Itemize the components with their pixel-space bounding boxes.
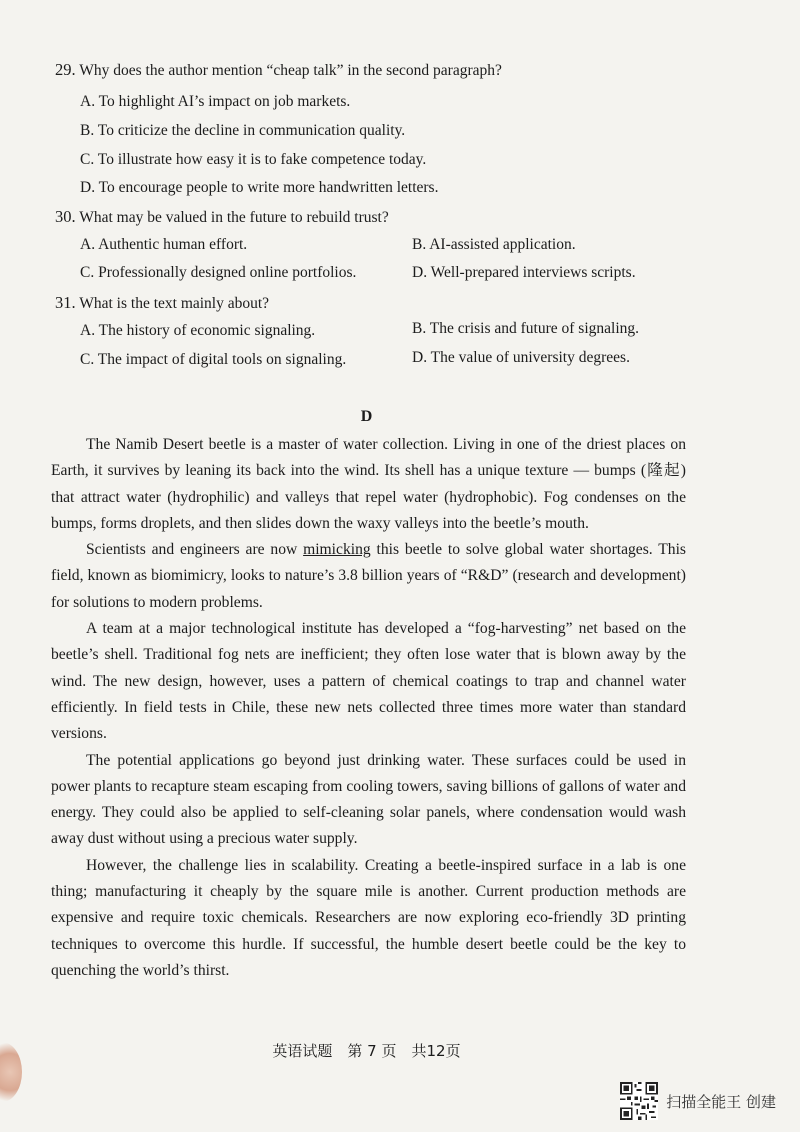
reading-passage — [51, 432, 686, 984]
qr-code-icon — [620, 1082, 658, 1120]
passage-paragraph-2 — [51, 537, 686, 616]
scanner-watermark-text: 扫描全能王 创建 — [666, 1092, 776, 1111]
question-29-option-a: A. To highlight AI’s impact on job markets. — [80, 93, 351, 110]
passage-paragraph-5: However, the challenge lies in scalability. Creating a beetle-inspired surface in a lab is one thing; manufacturing it cheaply by the square mile is another. Current production methods are expensive and require toxic chemicals. Researchers are now exploring eco-friendly 3D printing techniques to overcome this hurdle. If successful, the humble desert beetle could be the key to quenching the world’s thirst. — [51, 856, 686, 979]
question-30-option-d: D. Well-prepared interviews scripts. — [412, 264, 636, 281]
question-31-option-c: C. The impact of digital tools on signaling. — [80, 351, 347, 368]
question-31-option-d: D. The value of university degrees. — [412, 349, 630, 366]
question-29-option-b: B. To criticize the decline in communication quality. — [80, 122, 406, 139]
passage-paragraph-1: The Namib Desert beetle is a master of water collection. Living in one of the driest places on Earth, it survives by leaning its back into the wind. Its shell has a unique texture — bumps (隆起) that attract water (hydrophilic) and valleys that repel water (hydrophobic). Fog condenses on the bumps, forms droplets, and then slides down the waxy valleys into the beetle’s mouth. — [51, 436, 686, 532]
paragraph-2-before: Scientists and engineers are now — [86, 541, 304, 559]
question-30-stem — [55, 207, 389, 227]
question-31-stem — [55, 293, 269, 313]
question-31-number: 31. — [55, 293, 76, 312]
question-31-text: What is the text mainly about? — [79, 295, 270, 312]
passage-paragraph-3: A team at a major technological institute has developed a “fog-harvesting” net based on the beetle’s shell. Traditional fog nets are inefficient; they often lose water that is blown away by the wind. The new design, however, uses a pattern of chemical coatings to trap and channel water efficiently. In field tests in Chile, these new nets collected three times more water than standard versions. — [51, 620, 686, 743]
question-30-option-a: A. Authentic human effort. — [80, 236, 248, 253]
page-footer: 英语试题 第 7 页 共12页 — [272, 1042, 461, 1060]
passage-paragraph-4: The potential applications go beyond just drinking water. These surfaces could be used in power plants to recapture steam escaping from cooling towers, saving billions of gallons of water and energy. They could also be applied to self-cleaning solar panels, where condensation would wash away dust without using a precious water supply. — [51, 751, 686, 848]
question-29-option-d: D. To encourage people to write more handwritten letters. — [80, 179, 439, 196]
paragraph-2-after: this beetle to solve global water shortages. This field, known as biomimicry, looks to nature’s 3.8 billion years of “R&D” (research and development) for solutions to modern problems. — [51, 541, 686, 611]
section-heading: D — [360, 408, 373, 425]
question-31-option-a: A. The history of economic signaling. — [80, 322, 316, 339]
question-29-text: Why does the author mention “cheap talk” in the second paragraph? — [79, 62, 502, 79]
question-30-number: 30. — [55, 207, 76, 226]
question-29-number: 29. — [55, 60, 76, 79]
underlined-word: mimicking — [303, 541, 371, 559]
question-29-option-c: C. To illustrate how easy it is to fake competence today. — [80, 151, 427, 168]
scanner-watermark — [620, 1082, 776, 1120]
question-30-option-b: B. AI-assisted application. — [412, 236, 576, 253]
question-29-stem — [55, 60, 502, 80]
question-31-option-b: B. The crisis and future of signaling. — [412, 320, 640, 337]
question-30-option-c: C. Professionally designed online portfolios. — [80, 264, 357, 281]
question-30-text: What may be valued in the future to rebuild trust? — [79, 209, 389, 226]
